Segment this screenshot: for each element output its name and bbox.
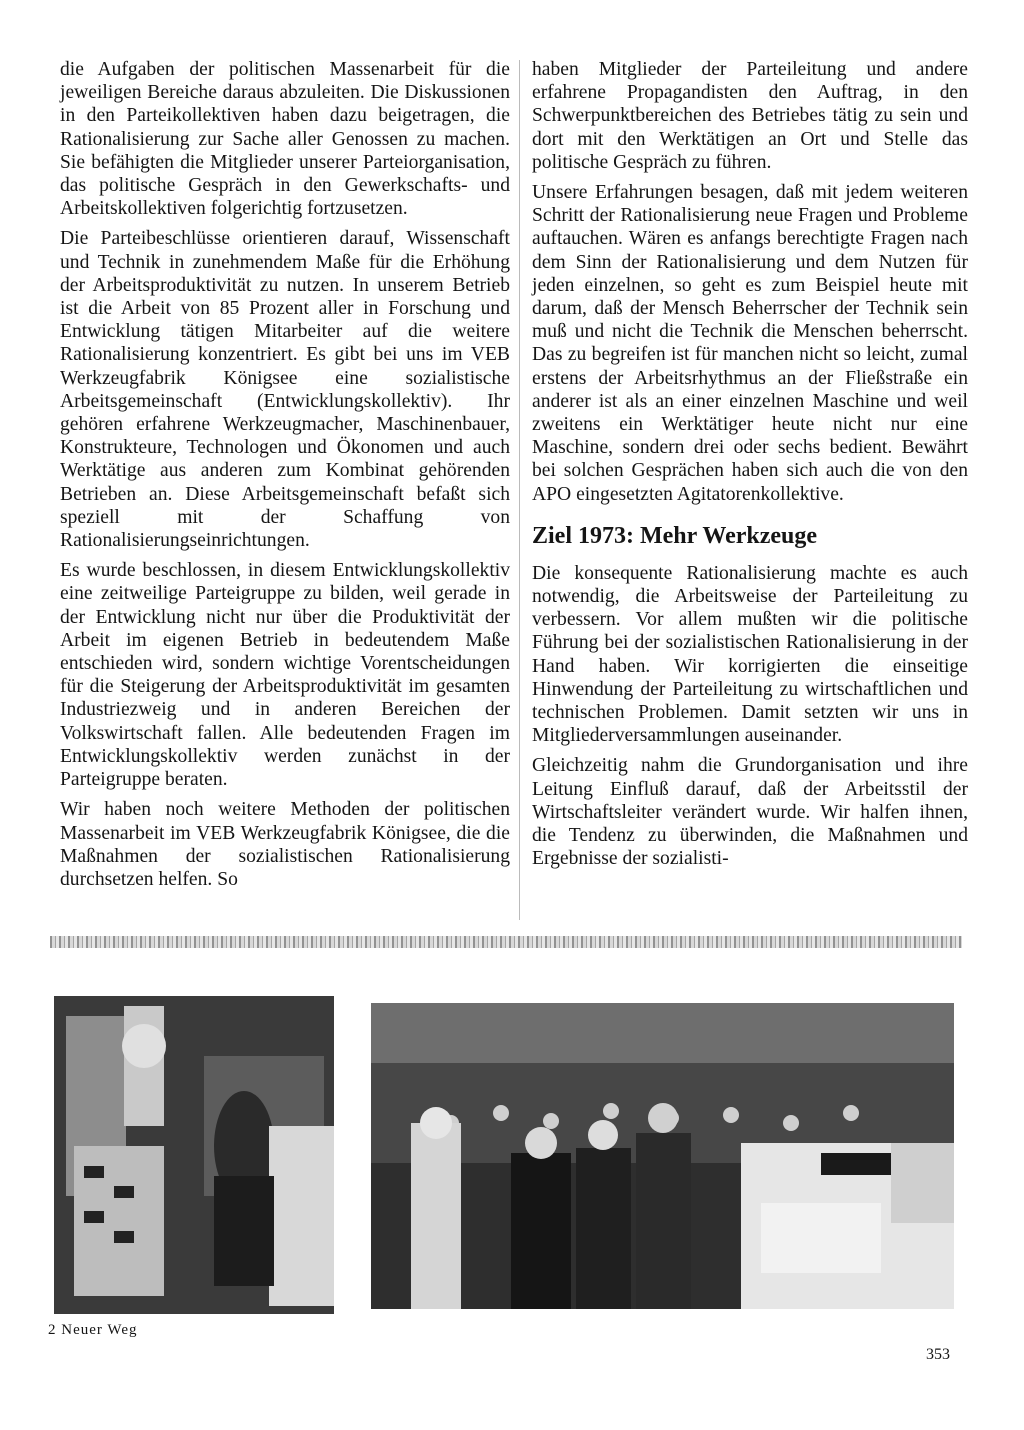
left-paragraph-1: die Aufgaben der politischen Massenarbeit für die jeweiligen Bereiche daraus abzuleiten. Die Diskussionen in den Parteikollektiven haben dazu beigetragen, die Rationalisierung zur Sache aller Genossen zu machen. Sie befähigten die Mitglieder unserer Parteiorganisation, das politische Gespräch in den Gewerkschafts- und Arbeitskollektiven folgerichtig fortzusetzen. xyxy=(60,59,510,220)
footer-publication: 2 Neuer Weg xyxy=(48,1322,138,1338)
right-paragraph-4: Gleichzeitig nahm die Grundorganisation und ihre Leitung Einfluß darauf, daß der Arbeitsstil der Wirtschaftsleiter verändert wurde. Wir halfen ihnen, die Tendenz zu überwinden, die Maßnahmen und Ergebnisse der sozialisti- xyxy=(532,755,968,870)
decorative-band xyxy=(50,936,962,948)
photo-workshop-machines xyxy=(54,996,334,1314)
left-paragraph-4: Wir haben noch weitere Methoden der politischen Massenarbeit im VEB Werkzeugfabrik Königsee, die die Maßnahmen der sozialistischen Rationalisierung durchsetzen helfen. So xyxy=(60,799,510,890)
left-paragraph-3: Es wurde beschlossen, in diesem Entwicklungskollektiv eine zeitweilige Parteigruppe zu bilden, weil gerade in der Entwicklung nicht nur über die Produktivität der Arbeit im eigenen Betrieb in bedeutendem Maße entschieden wird, sondern wichtige Vorentscheidungen für die Steigerung der Arbeitsproduktivität im gesamten Industriezweig und in anderen Bereichen der Volkswirtschaft fallen. Alle bedeutenden Fragen im Entwicklungskollektiv werden zunächst in der Parteigruppe beraten. xyxy=(60,560,510,791)
right-column xyxy=(532,58,968,878)
left-paragraph-2: Die Parteibeschlüsse orientieren darauf, Wissenschaft und Technik in zunehmendem Maße für die Erhöhung der Arbeitsproduktivität zu nutzen. In unserem Betrieb ist die Arbeit von 85 Prozent aller in Forschung und Entwicklung tätigen Mitarbeiter auf die weitere Rationalisierung konzentriert. Es gibt bei uns im VEB Werkzeugfabrik Königsee eine sozialistische Arbeitsgemeinschaft (Entwicklungskollektiv). Ihr gehören erfahrene Werkzeugmacher, Maschinenbauer, Konstrukteure, Technologen und Ökonomen und auch Werktätige aus anderen zum Kombinat gehörenden Betrieben an. Diese Arbeitsgemeinschaft befaßt sich speziell mit der Schaffung von Rationalisierungseinrichtungen. xyxy=(60,228,510,552)
section-heading: Ziel 1973: Mehr Werkzeuge xyxy=(532,522,818,549)
photo-factory-visit xyxy=(371,1003,954,1309)
right-paragraph-3: Die konsequente Rationalisierung machte es auch notwendig, die Arbeitsweise der Parteileitung zu verbessern. Vor allem mußten wir die politische Führung bei der sozialistischen Rationalisierung in der Hand haben. Wir korrigierten die einseitige Hinwendung der Parteileitung zu wirtschaftlichen und technischen Problemen. Damit setzten wir uns in Mitgliederversammlungen auseinander. xyxy=(532,562,968,747)
page-number: 353 xyxy=(926,1346,950,1363)
right-paragraph-1: haben Mitglieder der Parteileitung und andere erfahrene Propagandisten den Auftrag, in den Schwerpunktbereichen des Betriebes tätig zu sein und dort mit den Werktätigen an Ort und Stelle das politische Gespräch zu führen. xyxy=(532,59,968,173)
column-divider xyxy=(519,60,520,920)
right-paragraph-2: Unsere Erfahrungen besagen, daß mit jedem weiteren Schritt der Rationalisierung neue Fragen und Probleme auftauchen. Wären es anfangs berechtigte Fragen nach dem Sinn der Rationalisierung und dem Nutzen für jeden einzelnen, so geht es zum Beispiel heute mit darum, daß der Mensch Beherrscher der Technik sein muß und nicht die Technik die Menschen beherrscht. Das zu begreifen ist für manchen nicht so leicht, zumal erstens der Arbeitsrhythmus an der Fließstraße ein anderer ist als an einer einzelnen Maschine und weil zweitens ein Werktätiger heute nicht nur eine Maschine, sondern drei oder sechs bedient. Bewährt bei solchen Gesprächen haben sich auch die von den APO eingesetzten Agitatorenkollektive. xyxy=(532,182,968,505)
left-column xyxy=(60,58,510,898)
